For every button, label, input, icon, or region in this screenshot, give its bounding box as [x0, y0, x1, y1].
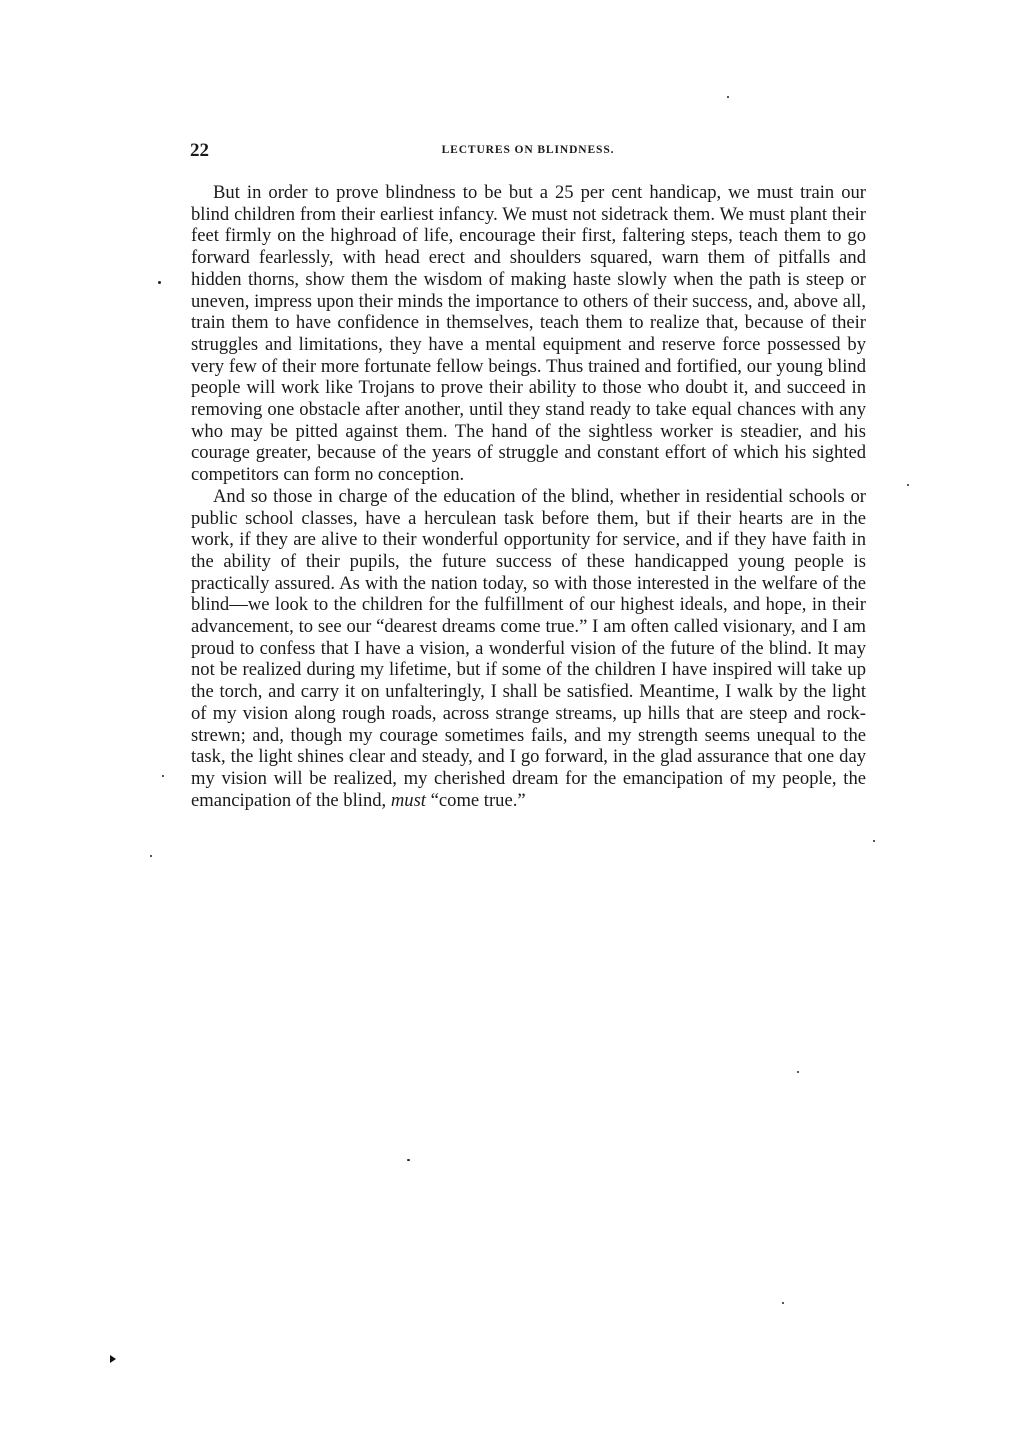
page-number: 22 — [190, 140, 209, 161]
scan-speck — [727, 96, 729, 98]
scan-speck — [907, 484, 909, 486]
paragraph-2 — [191, 486, 866, 812]
emphasis-must: must — [390, 789, 426, 811]
scan-speck — [797, 1071, 799, 1073]
scan-speck — [407, 1159, 410, 1161]
paragraph-2-text: And so those in charge of the education of the blind, whether in residential schools or public school classes, have a herculean task before them, but if their hearts are in the work, if they are alive to their wonderful opportunity for service, and if they have faith in the ability of their pupils, the future success of these handicapped young people is practically assured. As with the nation today, so with those interested in the welfare of the blind—we look to the children for the fulfillment of our highest ideals, and hope, in their advancement, to see our “dearest dreams come true.” I am often called visionary, and I am proud to confess that I have a vision, a wonderful vision of the future of the blind. It may not be realized during my lifetime, but if some of the children I have inspired will take up the torch, and carry it on unfalteringly, I shall be satisfied. Meantime, I walk by the light of my vision along rough roads, across strange streams, up hills that are steep and rock-strewn; and, though my courage sometimes fails, and my strength seems unequal to the task, the light shines clear and steady, and I go forward, in the glad assurance that one day my vision will be realized, my cherished dream for the emancipation of my people, the emancipation of the blind, — [191, 485, 866, 811]
scan-arrow-mark — [110, 1355, 116, 1363]
scan-speck — [782, 1302, 784, 1304]
body-text — [191, 182, 866, 811]
running-head — [190, 140, 866, 164]
scan-speck — [162, 775, 164, 777]
scan-speck — [150, 855, 152, 857]
running-title: LECTURES ON BLINDNESS. — [441, 144, 615, 156]
paragraph-1: But in order to prove blindness to be but a 25 per cent handicap, we must train our blind children from their earliest infancy. We must not sidetrack them. We must plant their feet firmly on the highroad of life, encourage their first, faltering steps, teach them to go forward fearlessly, with head erect and shoulders squared, warn them of pitfalls and hidden thorns, show them the wisdom of making haste slowly when the path is steep or uneven, impress upon their minds the importance to others of their success, and, above all, train them to have confidence in themselves, teach them to realize that, because of their struggles and limitations, they have a mental equipment and reserve force possessed by very few of their more fortunate fellow beings. Thus trained and fortified, our young blind people will work like Trojans to prove their ability to those who doubt it, and succeed in removing one obstacle after another, until they stand ready to take equal chances with any who may be pitted against them. The hand of the sightless worker is steadier, and his courage greater, because of the years of struggle and constant effort of which his sighted competitors can form no conception. — [191, 182, 866, 486]
paragraph-2-closing-quote: “come true.” — [430, 789, 526, 811]
scan-speck — [158, 281, 161, 284]
scan-speck — [873, 840, 875, 842]
